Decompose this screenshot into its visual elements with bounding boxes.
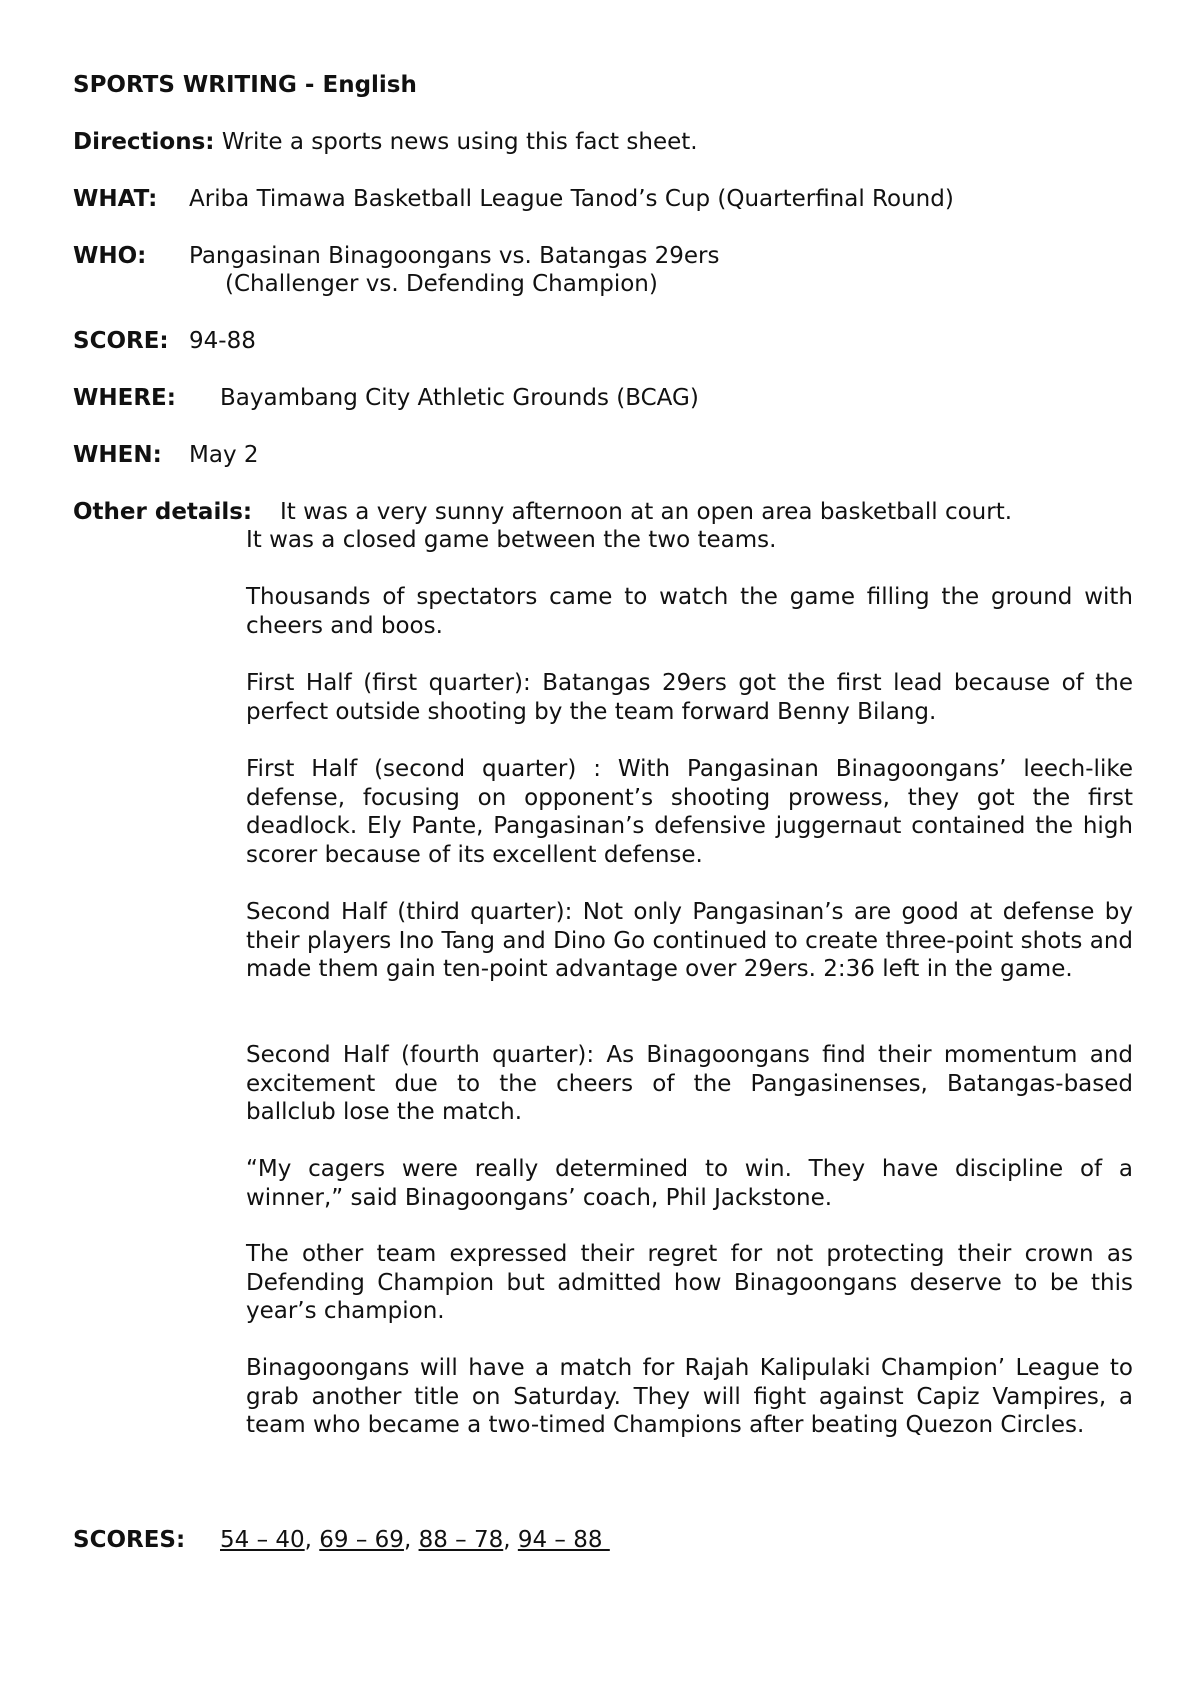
document-title: SPORTS WRITING - English (73, 72, 417, 98)
detail-paragraph: Thousands of spectators came to watch the game filling the ground with cheers and boos. (246, 584, 1133, 639)
score-item: 54 – 40 (220, 1527, 305, 1553)
where-value: Bayambang City Athletic Grounds (BCAG) (220, 385, 699, 411)
who-value: Pangasinan Binagoongans vs. Batangas 29ers (189, 243, 720, 269)
other-details-line (73, 498, 252, 526)
when-value: May 2 (189, 442, 259, 468)
who-label: WHO: (73, 243, 147, 269)
when-line (73, 441, 162, 469)
score-separator: , (503, 1527, 518, 1553)
who-line (73, 242, 146, 270)
other-details-line1: It was a very sunny afternoon at an open area basketball court. (280, 499, 1013, 525)
detail-paragraph: The other team expressed their regret for not protecting their crown as Defending Champion but admitted how Binagoongans deserve to be this year’s champion. (246, 1241, 1133, 1324)
who-note: (Challenger vs. Defending Champion) (225, 271, 658, 297)
detail-paragraph: “My cagers were really determined to win. They have discipline of a winner,” said Binagoongans’ coach, Phil Jackstone. (246, 1156, 1133, 1211)
score-label: SCORE: (73, 328, 169, 354)
score-separator: , (304, 1527, 320, 1553)
other-details-label: Other details: (73, 499, 253, 525)
what-value: Ariba Timawa Basketball League Tanod’s Cup (Quarterfinal Round) (189, 186, 954, 212)
where-line (73, 384, 176, 412)
detail-paragraph: Second Half (third quarter): Not only Pangasinan’s are good at defense by their players Ino Tang and Dino Go continued to create three-point shots and made them gain ten-point advantage over 29ers. 2:36 left in the game. (246, 899, 1133, 982)
detail-paragraph: Second Half (fourth quarter): As Binagoongans find their momentum and excitement due to the cheers of the Pangasinenses, Batangas-based ballclub lose the match. (246, 1042, 1133, 1125)
directions-line (73, 128, 698, 156)
when-label: WHEN: (73, 442, 162, 468)
directions-label: Directions: (73, 129, 215, 155)
score-item: 88 – 78 (418, 1527, 504, 1553)
scores-list (220, 1526, 610, 1554)
where-label: WHERE: (73, 385, 176, 411)
scores-label: SCORES: (73, 1527, 186, 1553)
detail-paragraph: First Half (first quarter): Batangas 29ers got the first lead because of the perfect outside shooting by the team forward Benny Bilang. (246, 670, 1133, 725)
detail-paragraph: Binagoongans will have a match for Rajah Kalipulaki Champion’ League to grab another title on Saturday. They will fight against Capiz Vampires, a team who became a two-timed Champions after beating Quezon Circles. (246, 1355, 1133, 1438)
score-item: 69 – 69 (319, 1527, 404, 1553)
directions-text: Write a sports news using this fact sheet. (221, 129, 698, 155)
what-line (73, 185, 157, 213)
score-item: 94 – 88 (517, 1527, 610, 1553)
detail-paragraph: First Half (second quarter) : With Pangasinan Binagoongans’ leech-like defense, focusing on opponent’s shooting prowess, they got the first deadlock. Ely Pante, Pangasinan’s defensive juggernaut contained the high scorer because of its excellent defense. (246, 756, 1133, 868)
score-value: 94-88 (189, 328, 256, 354)
other-details-line2: It was a closed game between the two teams. (246, 527, 777, 553)
what-label: WHAT: (73, 186, 158, 212)
score-separator: , (403, 1527, 419, 1553)
scores-line (73, 1526, 185, 1554)
score-line (73, 327, 169, 355)
